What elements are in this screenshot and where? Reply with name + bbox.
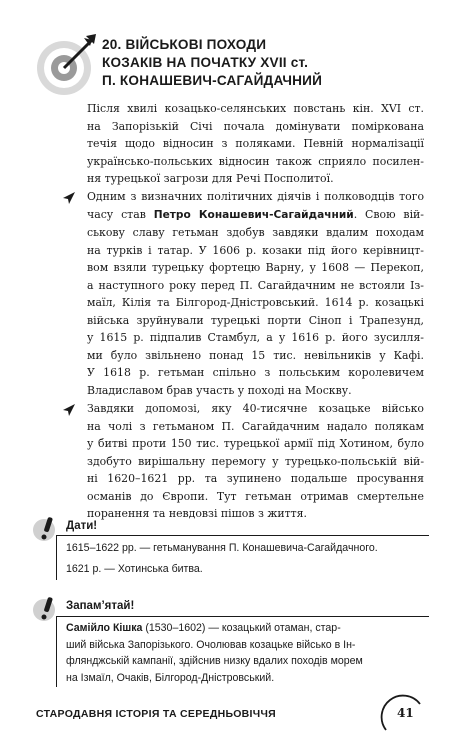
text-line: ший війська Запорізького. Очолював козацьке військо в Ін- (66, 638, 356, 651)
text-line: ні 1620–1621 рр. та зупинено подальше просування (87, 472, 424, 485)
text-line: ськову славу гетьман здобув завдяки вдалим походам (87, 226, 424, 239)
person-name: Петро Конашевич-Сагайдачний (153, 208, 354, 221)
title-line-1: 20. ВІЙСЬКОВІ ПОХОДИ (102, 37, 267, 52)
remember-title: Запам’ятай! (66, 600, 135, 612)
khotyn-paragraph (87, 400, 424, 523)
text-line: на Ізмаїл, Очаків, Білгород-Дністровський. (66, 671, 275, 684)
arrow-marker-icon (62, 191, 76, 205)
text-fragment: (1530–1602) — козацький отаман, стар- (142, 622, 341, 634)
text-line: Одним з визначних політичних діячів і полководців того (87, 190, 424, 203)
person-name: Самійло Кішка (66, 622, 143, 634)
date-line: 1621 р. — Хотинська битва. (66, 562, 203, 575)
text-line: ми було звільнено понад 15 тис. невільників у Кафі. (87, 348, 424, 362)
text-line: маїл, Кілія та Білгород-Дністровський. 1614 р. козацькі (87, 296, 424, 309)
title-line-2: КОЗАКІВ НА ПОЧАТКУ XVII ст. (102, 55, 309, 70)
text-line: Владиславом брав участь у поході на Москву. (87, 383, 352, 397)
section-label: СТАРОДАВНЯ ІСТОРІЯ ТА СЕРЕДНЬОВІЧЧЯ (36, 708, 276, 720)
text-line: флянджській кампанії, здійснив низку вдалих походів морем (66, 655, 363, 667)
text-line: на чолі з гетьманом П. Сагайдачним надало полякам (87, 419, 424, 433)
arrow-marker-icon (62, 403, 76, 417)
dates-title: Дати! (66, 520, 98, 532)
page-number: 41 (397, 706, 414, 720)
text-line: війська зруйнували турецькі порти Сіноп і Трапезунд, (87, 313, 424, 327)
text-line: здобуто вирішальну перемогу у турецько-польській вій- (87, 454, 424, 468)
text-line: а наступного року перед П. Сагайдачним не встояли Із- (87, 278, 424, 292)
remember-text (66, 620, 428, 686)
text-fragment: часу став (87, 207, 154, 221)
page-title (102, 36, 442, 90)
sahaidachny-paragraph (87, 188, 424, 399)
text-line: течія щодо відносин з поляками. Певній нормалізації (87, 137, 424, 150)
text-line (87, 206, 424, 225)
text-line: У 1618 р. гетьман спільно з польським королевичем (87, 366, 424, 379)
dates-text (66, 540, 428, 577)
text-line: поранення та невдовзі пішов з життя. (87, 507, 308, 520)
text-fragment: . Свою вій- (353, 207, 424, 221)
text-line: українсько-польських відносин також сприяло посилен- (87, 154, 424, 168)
text-line (66, 620, 428, 637)
text-line: Завдяки допомозі, яку 40-тисячне козацьке військо (87, 402, 424, 415)
text-line: вом взяли турецьку фортецю Варну, у 1608 — Перекоп, (87, 261, 424, 274)
text-line: Після хвилі козацько-селянських повстань кін. XVI ст. (87, 102, 424, 115)
date-line: 1615–1622 рр. — гетьманування П. Конашевича-Сагайдачного. (66, 542, 378, 554)
text-line: у битві проти 150 тис. турецької армії під Хотином, було (87, 437, 424, 450)
text-line: османів до Європи. Тут гетьман отримав смертельне (87, 489, 424, 503)
text-line: на Запорізькій Січі почала домінувати поміркована (87, 119, 424, 133)
text-line: на турків і татар. У 1606 р. козаки під його керівницт- (87, 243, 424, 257)
text-line: у 1615 р. підпалив Стамбул, а у 1616 р. його зусилля- (87, 331, 424, 344)
text-line: ня турецької загрози для Речі Посполитої. (87, 172, 334, 185)
title-line-3: П. КОНАШЕВИЧ-САГАЙДАЧНИЙ (102, 73, 323, 88)
intro-paragraph (87, 100, 424, 188)
target-with-arrow-icon (34, 32, 100, 98)
